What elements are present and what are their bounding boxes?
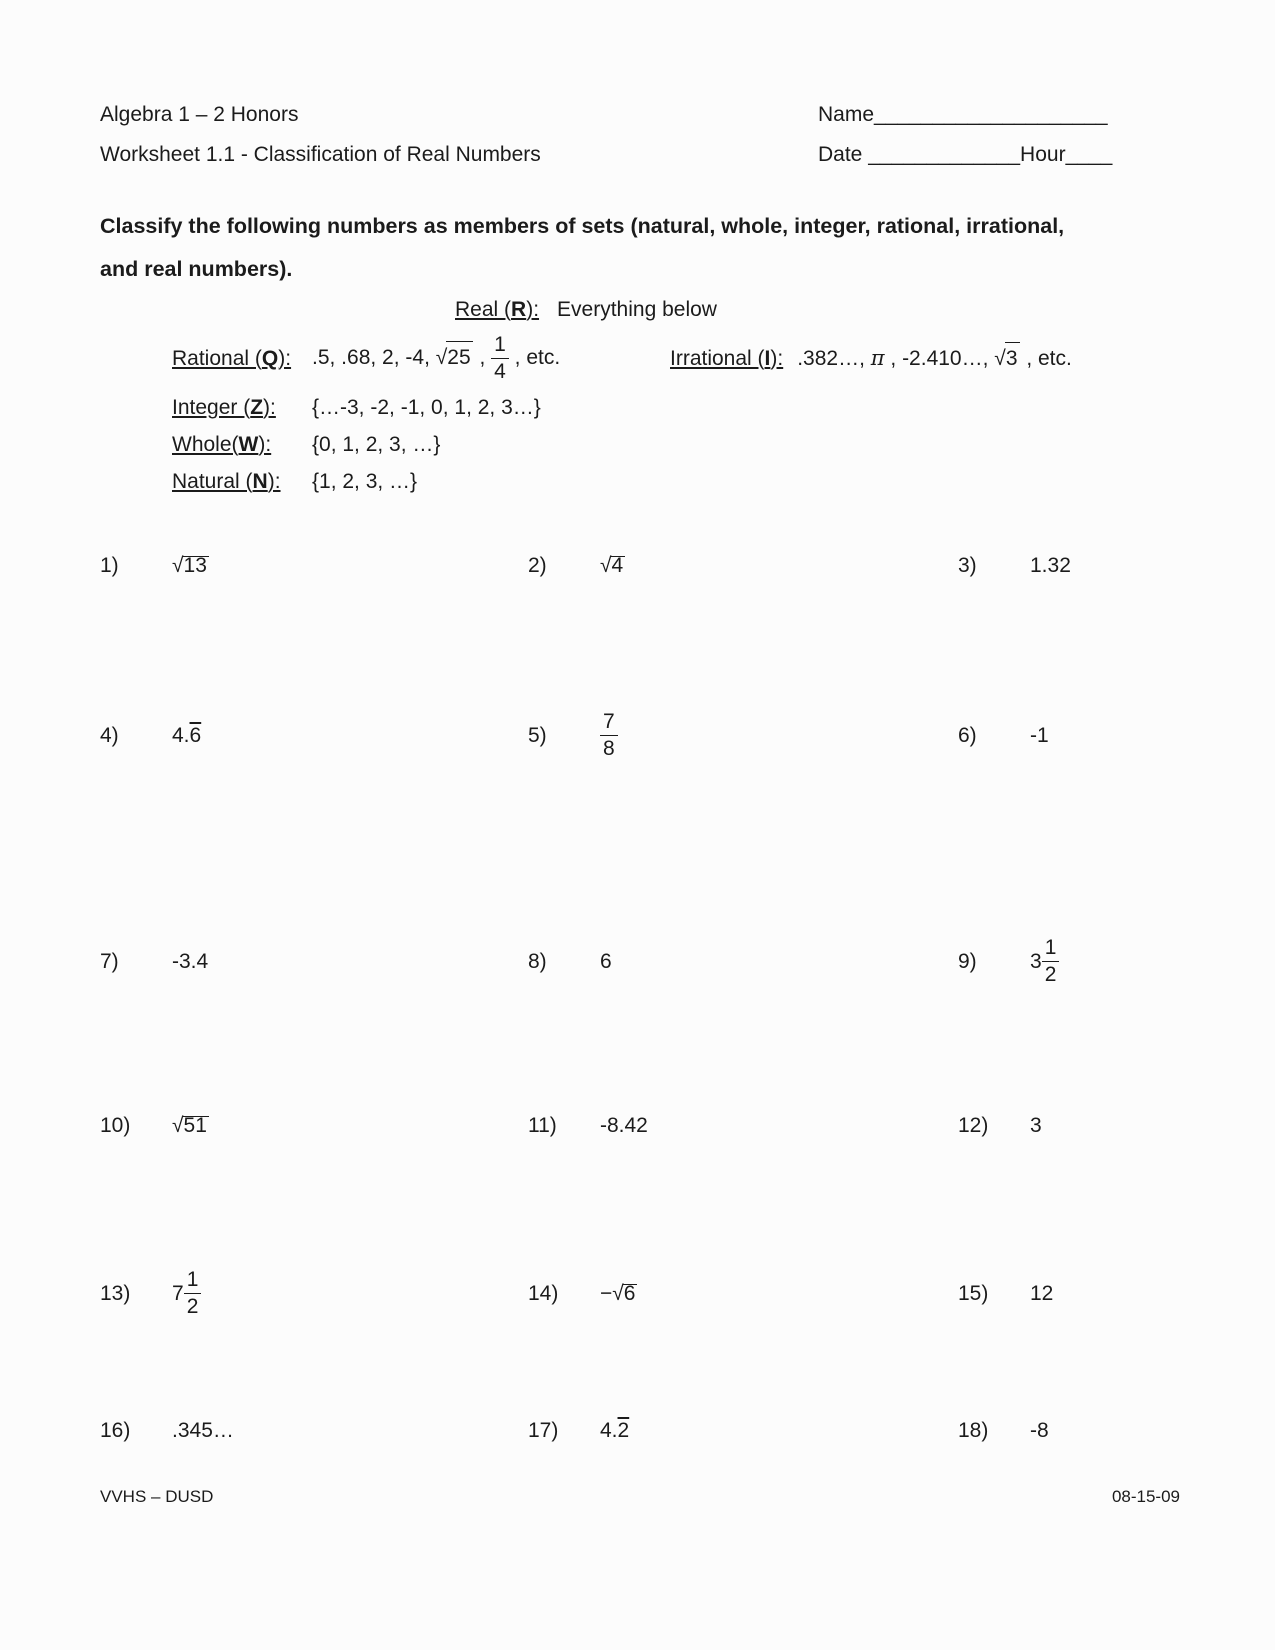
footer xyxy=(0,1487,1275,1507)
problem-15 xyxy=(958,1282,1275,1306)
problem-number: 9) xyxy=(958,949,977,973)
name-line xyxy=(818,95,1190,135)
repeating-digit: 6 xyxy=(189,723,202,747)
irrational-label: Irrational (I): xyxy=(670,346,784,370)
radical-icon: √ xyxy=(172,554,184,577)
date-label: Date xyxy=(818,143,869,166)
radical-icon: √ xyxy=(612,1281,624,1305)
problem-value: 3 xyxy=(1030,1114,1042,1137)
problem-value: -8 xyxy=(1030,1419,1049,1442)
radical-icon: √ xyxy=(172,1114,184,1137)
whole-part: 3 xyxy=(1030,949,1042,973)
problem-number: 5) xyxy=(528,723,547,747)
problem-number: 17) xyxy=(528,1419,559,1442)
definition-rational-irrational-row xyxy=(0,332,1275,384)
problems-row-3 xyxy=(100,936,1275,987)
instructions-line2: and real numbers). xyxy=(100,257,293,281)
problems-row-1 xyxy=(100,554,1275,578)
problem-8 xyxy=(528,950,958,974)
date-blank: _____________ xyxy=(868,143,1021,166)
problem-number: 10) xyxy=(100,1114,131,1137)
radical-icon: √ xyxy=(600,554,612,577)
problem-13 xyxy=(100,1268,528,1319)
problems-section xyxy=(0,554,1275,1443)
problem-5 xyxy=(528,710,958,761)
radical-icon: √ xyxy=(435,345,448,369)
sqrt-expression: √4 xyxy=(600,554,626,578)
fraction: $\frac{7}{8}$ xyxy=(600,710,618,761)
problem-value: 4. 2 xyxy=(600,1419,630,1442)
integer-set: {…-3, -2, -1, 0, 1, 2, 3…} xyxy=(312,396,541,419)
definition-integer xyxy=(0,389,1275,426)
problem-number: 16) xyxy=(100,1419,131,1442)
header xyxy=(0,0,1275,175)
problem-16 xyxy=(100,1419,528,1443)
problems-row-5 xyxy=(100,1268,1275,1319)
course-title: Algebra 1 – 2 Honors xyxy=(100,103,299,126)
whole-part: 7 xyxy=(172,1281,184,1305)
rational-examples: .5, .68, 2, -4, √25 , $\frac{1}{4}$ , etc. xyxy=(312,332,561,383)
date-hour-line xyxy=(818,135,1190,175)
problem-6 xyxy=(958,724,1275,748)
problem-3 xyxy=(958,554,1275,578)
sqrt-expression: √25 xyxy=(436,339,474,376)
problem-value: 1.32 xyxy=(1030,554,1071,577)
problem-number: 13) xyxy=(100,1281,131,1305)
problem-value: -1 xyxy=(1030,723,1049,747)
problem-number: 14) xyxy=(528,1281,559,1305)
problem-7 xyxy=(100,950,528,974)
name-label: Name xyxy=(818,103,875,126)
problem-number: 11) xyxy=(528,1114,557,1137)
footer-date: 08-15-09 xyxy=(1111,1487,1180,1506)
minus-sign: − xyxy=(600,1281,613,1305)
hour-blank: ____ xyxy=(1065,143,1113,166)
fraction: $\frac{1}{2}$ xyxy=(184,1268,202,1319)
whole-label: Whole(W): xyxy=(172,433,272,456)
problem-4 xyxy=(100,724,528,748)
header-left xyxy=(100,95,818,175)
problem-value xyxy=(172,1114,210,1138)
problem-14 xyxy=(528,1282,958,1306)
radical-icon: √ xyxy=(994,346,1006,370)
problem-value xyxy=(172,1268,201,1319)
problems-row-6 xyxy=(100,1419,1275,1443)
real-description: Everything below xyxy=(557,298,717,321)
name-blank: ____________________ xyxy=(874,103,1108,126)
problem-value xyxy=(600,1282,638,1306)
problem-12 xyxy=(958,1114,1275,1138)
whole-set: {0, 1, 2, 3, …} xyxy=(312,433,441,456)
repeating-digit: 2 xyxy=(617,1419,630,1442)
problem-18 xyxy=(958,1419,1275,1443)
problems-row-4 xyxy=(100,1114,1275,1138)
natural-label: Natural (N): xyxy=(172,470,281,493)
problem-10 xyxy=(100,1114,528,1138)
problem-value xyxy=(172,554,210,578)
sqrt-expression: √6 xyxy=(612,1282,638,1306)
problem-number: 2) xyxy=(528,554,547,577)
problem-number: 18) xyxy=(958,1419,989,1442)
problem-number: 15) xyxy=(958,1281,989,1305)
definition-rational xyxy=(172,333,670,384)
sqrt-expression: √3 xyxy=(994,340,1020,377)
problem-number: 6) xyxy=(958,723,977,747)
problem-number: 1) xyxy=(100,554,119,577)
instructions-line1: Classify the following numbers as members of sets (natural, whole, integer, rational, irrational, xyxy=(100,214,1065,238)
problem-value: 4. 6 xyxy=(172,723,202,747)
footer-school: VVHS – DUSD xyxy=(100,1487,214,1506)
fraction: $\frac{1}{4}$ xyxy=(491,333,509,384)
fraction: $\frac{1}{2}$ xyxy=(1042,936,1060,987)
problem-1 xyxy=(100,554,528,578)
problem-value: 6 xyxy=(600,949,612,973)
problems-row-2 xyxy=(100,710,1275,761)
problem-value xyxy=(600,554,626,578)
worksheet-title: Worksheet 1.1 - Classification of Real Numbers xyxy=(100,143,541,166)
problem-number: 3) xyxy=(958,554,977,577)
problem-value xyxy=(1030,936,1059,987)
problem-value: 12 xyxy=(1030,1281,1054,1305)
pi-symbol: π xyxy=(870,345,885,370)
integer-label: Integer (Z): xyxy=(172,396,276,419)
definition-real xyxy=(0,293,1275,327)
natural-set: {1, 2, 3, …} xyxy=(312,470,418,493)
definition-whole xyxy=(0,426,1275,463)
problem-value: -3.4 xyxy=(172,949,209,973)
problem-11 xyxy=(528,1114,958,1138)
sqrt-expression: √51 xyxy=(172,1114,210,1138)
definition-irrational xyxy=(670,340,1072,377)
header-right xyxy=(818,95,1190,175)
instructions xyxy=(100,205,1175,291)
problem-value: .345… xyxy=(172,1419,234,1442)
real-label: Real (R): xyxy=(455,298,540,321)
problem-17 xyxy=(528,1419,958,1443)
hour-label: Hour xyxy=(1020,143,1066,166)
problem-2 xyxy=(528,554,958,578)
problem-number: 12) xyxy=(958,1114,989,1137)
rational-label: Rational (Q): xyxy=(172,346,292,370)
problem-number: 8) xyxy=(528,949,547,973)
irrational-examples: .382…, π , -2.410…, √3 , etc. xyxy=(797,340,1072,377)
problem-9 xyxy=(958,936,1275,987)
problem-value: -8.42 xyxy=(600,1114,648,1137)
problem-value xyxy=(600,710,618,761)
sqrt-expression: √13 xyxy=(172,554,210,578)
definition-natural xyxy=(0,463,1275,500)
problem-number: 4) xyxy=(100,723,119,747)
problem-number: 7) xyxy=(100,949,119,973)
